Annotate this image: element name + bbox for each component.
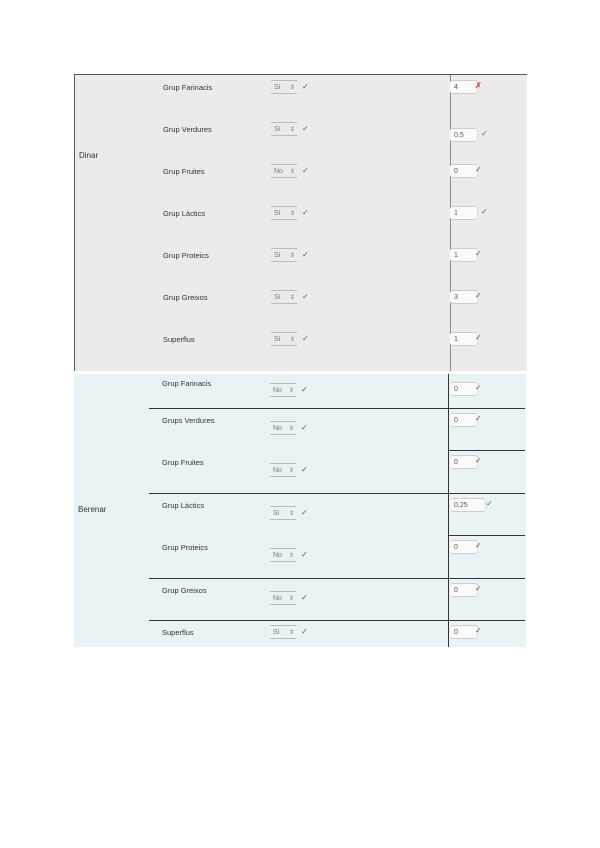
select-arrow-icon: ⇕ bbox=[288, 388, 294, 394]
yes-no-select[interactable]: Sí ⇕ bbox=[271, 206, 297, 220]
row-divider bbox=[448, 450, 525, 451]
quantity-field[interactable]: 3 bbox=[450, 290, 478, 304]
cross-icon: ✗ bbox=[475, 81, 482, 90]
select-arrow-icon: ⇕ bbox=[289, 85, 295, 91]
meal-label-dinar: Dinar bbox=[79, 151, 99, 160]
row-label: Grup Proteics bbox=[162, 543, 208, 552]
row-label: Superflus bbox=[163, 335, 195, 344]
check-icon: ✓ bbox=[475, 414, 482, 423]
check-icon: ✓ bbox=[481, 129, 488, 138]
select-arrow-icon: ⇕ bbox=[288, 426, 294, 432]
quantity-field[interactable]: 4 bbox=[450, 80, 478, 94]
check-icon: ✓ bbox=[486, 499, 493, 508]
yes-no-select[interactable]: No ⇕ bbox=[270, 421, 296, 435]
select-arrow-icon: ⇕ bbox=[289, 211, 295, 217]
quantity-field[interactable]: 1 bbox=[450, 332, 478, 346]
yes-no-select[interactable]: Sí ⇕ bbox=[270, 625, 296, 639]
check-icon: ✓ bbox=[301, 385, 308, 394]
select-arrow-icon: ⇕ bbox=[289, 169, 295, 175]
quantity-field[interactable]: 0 bbox=[450, 540, 478, 554]
yes-no-select[interactable]: Sí ⇕ bbox=[271, 290, 297, 304]
check-icon: ✓ bbox=[475, 541, 482, 550]
row-label: Grup Proteics bbox=[163, 251, 209, 260]
yes-no-select[interactable]: No ⇕ bbox=[271, 164, 297, 178]
yes-no-select[interactable]: Sí ⇕ bbox=[271, 80, 297, 94]
quantity-field[interactable]: 0 bbox=[450, 413, 478, 427]
yes-no-select[interactable]: Sí ⇕ bbox=[271, 122, 297, 136]
yes-no-select[interactable]: No ⇕ bbox=[270, 463, 296, 477]
row-label: Grup Fruites bbox=[162, 458, 204, 467]
meal-label-berenar: Berenar bbox=[78, 505, 107, 514]
row-label: Grup Farinacis bbox=[163, 83, 213, 92]
check-icon: ✓ bbox=[475, 333, 482, 342]
check-icon: ✓ bbox=[481, 207, 488, 216]
check-icon: ✓ bbox=[301, 627, 308, 636]
quantity-field[interactable]: 0 bbox=[450, 625, 478, 639]
select-arrow-icon: ⇕ bbox=[289, 253, 295, 259]
row-label: Grup Làctics bbox=[163, 209, 206, 218]
column-divider bbox=[448, 374, 449, 647]
row-label: Grup Fruites bbox=[163, 167, 205, 176]
select-arrow-icon: ⇕ bbox=[288, 596, 294, 602]
select-arrow-icon: ⇕ bbox=[289, 295, 295, 301]
yes-no-select[interactable]: Sí ⇕ bbox=[271, 332, 297, 346]
row-divider bbox=[149, 493, 525, 494]
check-icon: ✓ bbox=[302, 166, 309, 175]
check-icon: ✓ bbox=[302, 208, 309, 217]
quantity-field[interactable]: 1 bbox=[450, 248, 478, 262]
berenar-section bbox=[74, 374, 526, 647]
check-icon: ✓ bbox=[302, 82, 309, 91]
select-arrow-icon: ⇕ bbox=[289, 337, 295, 343]
check-icon: ✓ bbox=[302, 334, 309, 343]
check-icon: ✓ bbox=[302, 250, 309, 259]
check-icon: ✓ bbox=[475, 291, 482, 300]
row-label: Grup Làctics bbox=[162, 501, 205, 510]
row-label: Grup Farinacis bbox=[162, 379, 212, 388]
quantity-field[interactable]: 1 bbox=[450, 206, 478, 220]
check-icon: ✓ bbox=[475, 584, 482, 593]
check-icon: ✓ bbox=[475, 383, 482, 392]
yes-no-select[interactable]: No ⇕ bbox=[270, 591, 296, 605]
quantity-field[interactable]: 0,5 bbox=[450, 128, 478, 142]
check-icon: ✓ bbox=[475, 626, 482, 635]
row-label: Grup Greixos bbox=[162, 586, 207, 595]
row-label: Grup Greixos bbox=[163, 293, 208, 302]
quantity-field[interactable]: 0 bbox=[450, 455, 478, 469]
row-label: Grup Verdures bbox=[163, 125, 212, 134]
quantity-field[interactable]: 0 bbox=[450, 382, 478, 396]
check-icon: ✓ bbox=[301, 508, 308, 517]
row-divider bbox=[149, 578, 525, 579]
select-arrow-icon: ⇕ bbox=[288, 468, 294, 474]
select-arrow-icon: ⇕ bbox=[289, 127, 295, 133]
yes-no-select[interactable]: No ⇕ bbox=[270, 548, 296, 562]
check-icon: ✓ bbox=[301, 593, 308, 602]
dinar-section bbox=[74, 74, 527, 371]
row-label: Superflus bbox=[162, 628, 194, 637]
quantity-field[interactable]: 0 bbox=[450, 583, 478, 597]
row-divider bbox=[149, 408, 525, 409]
quantity-field[interactable]: 0,25 bbox=[450, 498, 486, 512]
select-arrow-icon: ⇕ bbox=[288, 511, 294, 517]
check-icon: ✓ bbox=[301, 465, 308, 474]
check-icon: ✓ bbox=[475, 456, 482, 465]
row-label: Grups Verdures bbox=[162, 416, 215, 425]
check-icon: ✓ bbox=[302, 124, 309, 133]
check-icon: ✓ bbox=[302, 292, 309, 301]
yes-no-select[interactable]: Sí ⇕ bbox=[271, 248, 297, 262]
row-divider bbox=[448, 535, 525, 536]
check-icon: ✓ bbox=[301, 423, 308, 432]
select-arrow-icon: ⇕ bbox=[288, 553, 294, 559]
yes-no-select[interactable]: No ⇕ bbox=[270, 383, 296, 397]
check-icon: ✓ bbox=[301, 550, 308, 559]
yes-no-select[interactable]: Sí ⇕ bbox=[270, 506, 296, 520]
check-icon: ✓ bbox=[475, 165, 482, 174]
quantity-field[interactable]: 0 bbox=[450, 164, 478, 178]
column-divider bbox=[450, 75, 451, 371]
check-icon: ✓ bbox=[475, 249, 482, 258]
select-arrow-icon: ⇕ bbox=[288, 630, 294, 636]
row-divider bbox=[149, 620, 525, 621]
